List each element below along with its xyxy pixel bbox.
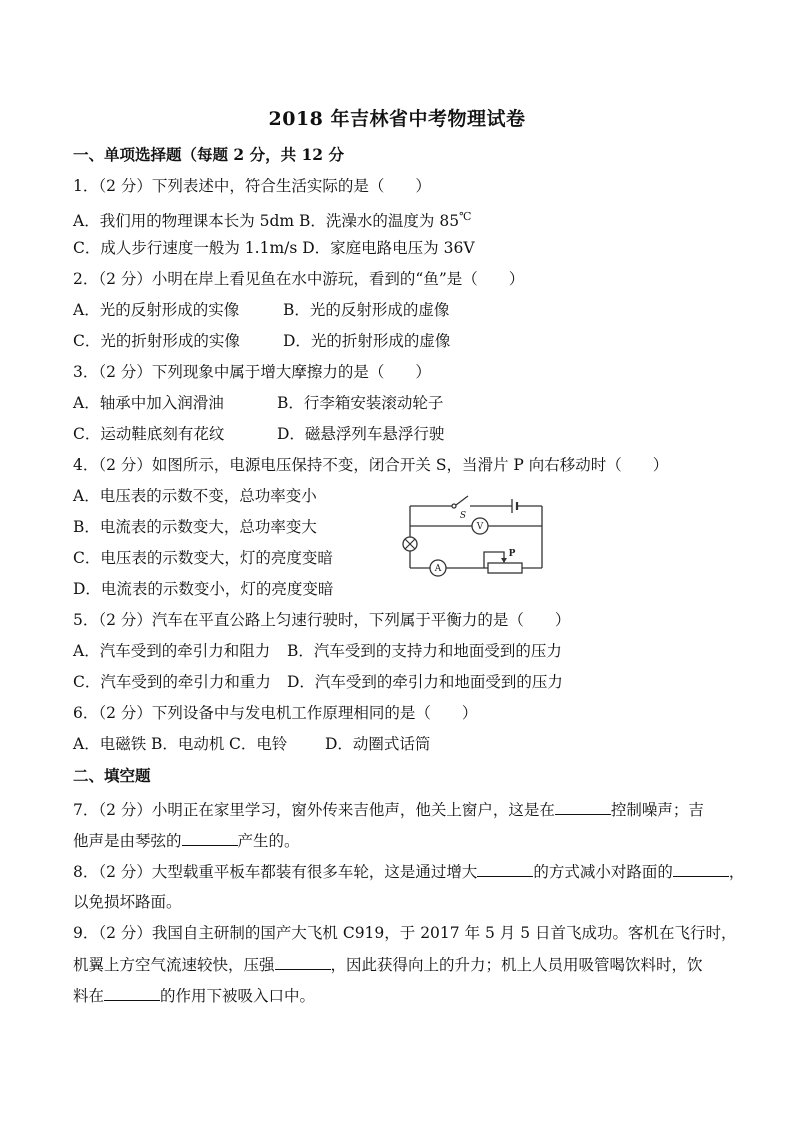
question-8-text: 的方式减小对路面的 [533, 863, 673, 881]
question-2-options-cd [73, 331, 450, 351]
question-1-options-ab [73, 207, 471, 231]
switch-blade [456, 496, 468, 505]
question-7-text: 7．（2 分）小明正在家里学习，窗外传来吉他声，他关上窗户，这是在 [73, 801, 555, 819]
answer-blank[interactable] [275, 954, 331, 970]
question-2-option-d: D．光的折射形成的虚像 [283, 332, 451, 350]
question-5-option-d: D．汽车受到的牵引力和地面受到的压力 [287, 673, 563, 691]
slider-wire [484, 552, 504, 568]
question-3-option-b: B．行李箱安装滚动轮子 [277, 394, 444, 412]
question-9-text: 机翼上方空气流速较快，压强 [73, 956, 275, 974]
question-9-line-3 [73, 985, 315, 1006]
answer-blank[interactable] [182, 830, 238, 846]
question-5-option-a: A．汽车受到的牵引力和阻力 [73, 642, 271, 660]
question-6-options [73, 734, 430, 754]
question-6-stem: 6．（2 分）下列设备中与发电机工作原理相同的是（ ） [73, 704, 478, 722]
question-9-text: 的作用下被吸入口中。 [160, 987, 316, 1005]
question-6-option-d: D．动圈式话筒 [325, 735, 431, 753]
question-5-stem: 5．（2 分）汽车在平直公路上匀速行驶时，下列属于平衡力的是（ ） [73, 611, 571, 629]
voltmeter-label: V [476, 522, 484, 532]
question-3-options-cd [73, 424, 444, 444]
question-7-line-1 [73, 799, 704, 820]
question-5-option-c: C．汽车受到的牵引力和重力 [73, 673, 271, 691]
question-6-option-c: C．电铃 [229, 735, 288, 753]
question-6-option-a: A．电磁铁 [73, 735, 147, 753]
question-9-text: ，因此获得向上的升力；机上人员用吸管喝饮料时，饮 [330, 956, 703, 974]
question-3-option-d: D．磁悬浮列车悬浮行驶 [277, 425, 445, 443]
question-4-stem: 4．（2 分）如图所示，电源电压保持不变，闭合开关 S，当滑片 P 向右移动时（ ） [73, 456, 669, 474]
question-5-options-ab [73, 641, 562, 661]
question-3-option-c: C．运动鞋底刻有花纹 [73, 425, 225, 443]
circuit-diagram [400, 492, 550, 582]
question-3-options-ab [73, 393, 443, 413]
question-8-text: 8．（2 分）大型载重平板车都装有很多车轮，这是通过增大 [73, 863, 478, 881]
question-3-option-a: A．轴承中加入润滑油 [73, 394, 224, 412]
question-1-options-ab-text: A．我们用的物理课本长为 5dm B．洗澡水的温度为 85 [73, 212, 460, 231]
question-2-options-ab [73, 300, 449, 320]
question-4-option-c: C．电压表的示数变大，灯的亮度变暗 [73, 549, 333, 567]
question-1-options-cd: C．成人步行速度一般为 1.1m/s D．家庭电路电压为 36V [73, 239, 475, 257]
question-7-line-2 [73, 830, 300, 851]
question-9-text: 料在 [73, 987, 105, 1005]
question-7-text: 控制噪声；吉 [610, 801, 704, 819]
page-title: 2018 年吉林省中考物理试卷 [268, 108, 526, 130]
slider-label: P [508, 549, 516, 559]
answer-blank[interactable] [555, 799, 611, 815]
question-2-stem: 2．（2 分）小明在岸上看见鱼在水中游玩，看到的“鱼”是（ ） [73, 270, 525, 288]
answer-blank[interactable] [104, 985, 160, 1001]
question-8-line-2: 以免损坏路面。 [73, 893, 182, 911]
question-2-option-b: B．光的反射形成的虚像 [283, 301, 450, 319]
question-3-stem: 3．（2 分）下列现象中属于增大摩擦力的是（ ） [73, 363, 431, 381]
question-8-text: ， [728, 863, 745, 881]
section-heading-multiple-choice: 一、单项选择题（每题 2 分，共 12 分 [73, 145, 344, 164]
question-5-options-cd [73, 672, 563, 692]
question-4-option-b: B．电流表的示数变大，总功率变大 [73, 518, 317, 536]
slider-arrow [501, 558, 507, 563]
answer-blank[interactable] [673, 861, 729, 877]
question-4-option-a: A．电压表的示数不变，总功率变小 [73, 487, 317, 505]
question-2-option-c: C．光的折射形成的实像 [73, 332, 240, 350]
switch-label: S [459, 511, 467, 521]
question-8-line-1 [73, 861, 744, 882]
question-4-option-d: D．电流表的示数变小，灯的亮度变暗 [73, 580, 334, 598]
celsius-unit: ℃ [459, 210, 472, 223]
question-9-line-2 [73, 954, 703, 975]
ammeter-label: A [434, 564, 442, 574]
rheostat [488, 563, 522, 573]
question-7-text: 产生的。 [237, 832, 300, 850]
question-9-line-1: 9．（2 分）我国自主研制的国产大飞机 C919，于 2017 年 5 月 5 日首飞成功。客机在飞行时， [73, 924, 737, 942]
question-1-stem: 1．（2 分）下列表述中，符合生活实际的是（ ） [73, 177, 431, 195]
switch-contact [452, 504, 456, 508]
answer-blank[interactable] [477, 861, 533, 877]
question-7-text: 他声是由琴弦的 [73, 832, 182, 850]
question-2-option-a: A．光的反射形成的实像 [73, 301, 240, 319]
question-5-option-b: B．汽车受到的支持力和地面受到的压力 [287, 642, 562, 660]
question-6-option-b: B．电动机 [151, 735, 225, 753]
section-heading-fill-in: 二、填空题 [73, 766, 151, 785]
